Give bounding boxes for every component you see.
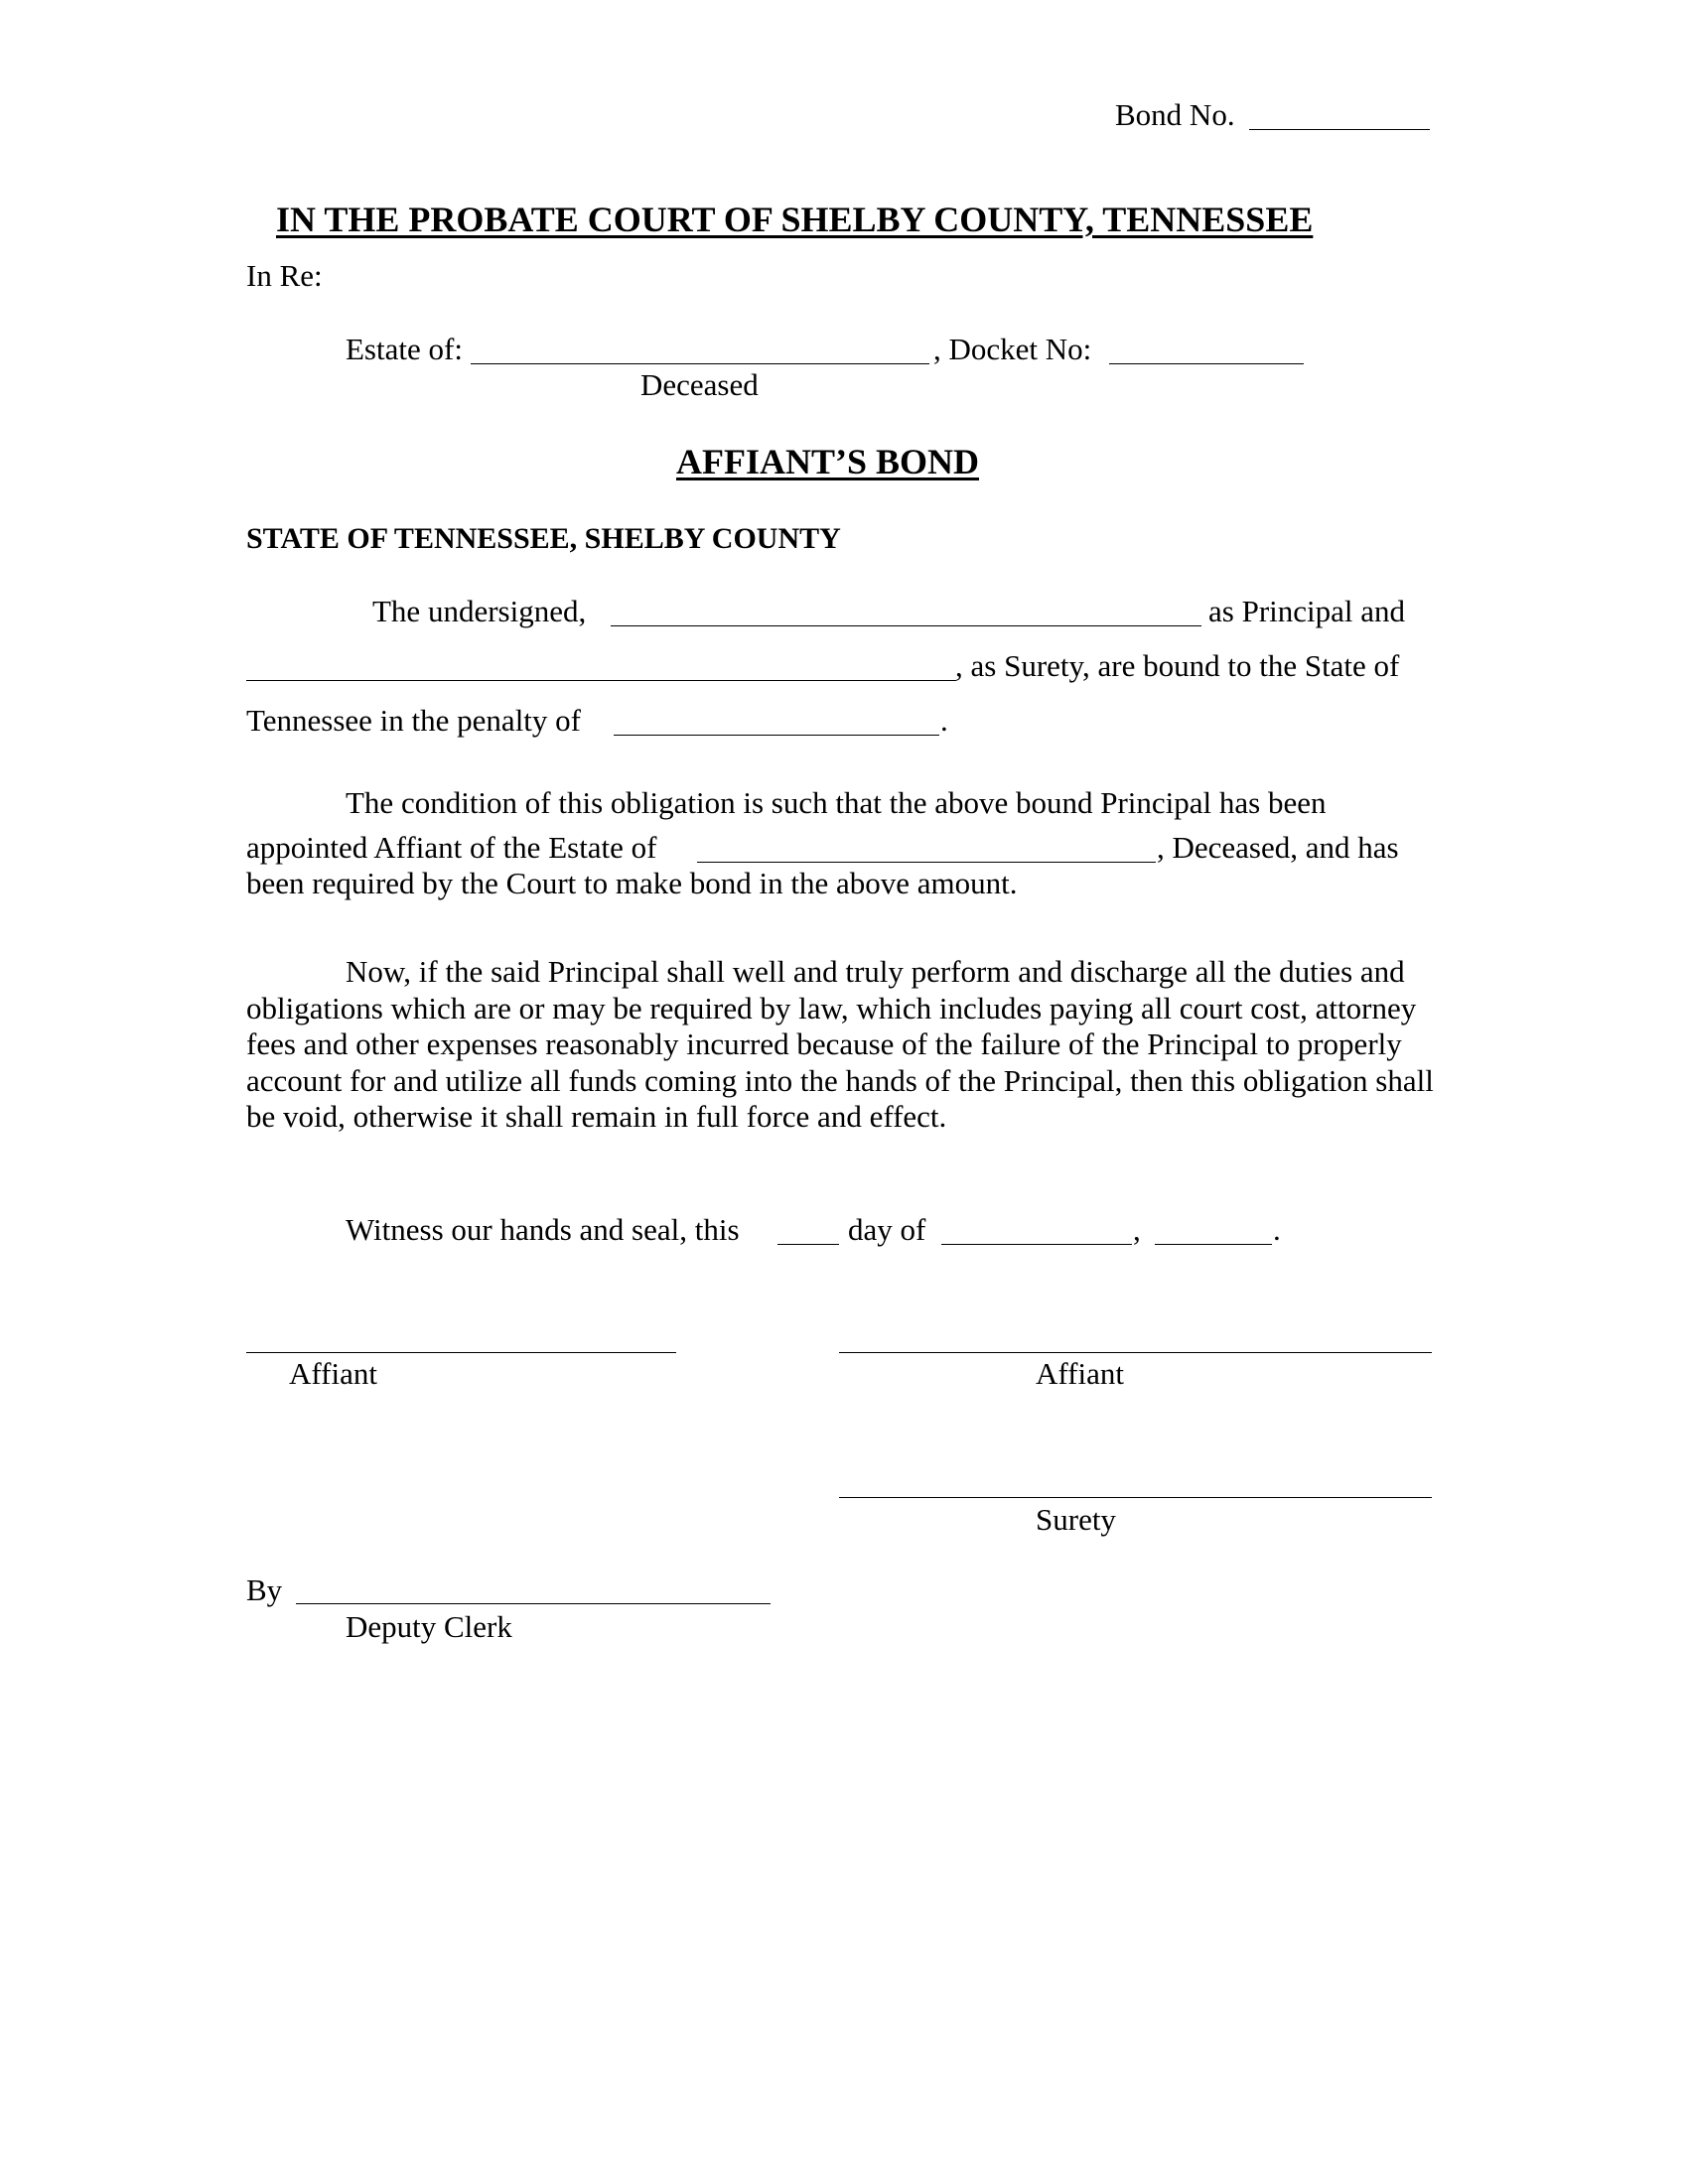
estate-of-field[interactable]: [697, 862, 1156, 863]
estate-name-field[interactable]: [471, 363, 929, 364]
surety-label: Surety: [1036, 1502, 1116, 1537]
witness-comma: ,: [1133, 1212, 1141, 1247]
witness-period: .: [1273, 1212, 1281, 1247]
penalty-period: .: [940, 703, 948, 738]
court-title: IN THE PROBATE COURT OF SHELBY COUNTY, TENNESSEE: [276, 200, 1314, 239]
affiant-right-signature-line[interactable]: [839, 1352, 1432, 1353]
witness-month-field[interactable]: [941, 1244, 1132, 1245]
in-re-label: In Re:: [246, 258, 323, 293]
bond-no-field[interactable]: [1249, 129, 1430, 130]
deceased-and-has-label: , Deceased, and has: [1157, 830, 1399, 865]
by-label: By: [246, 1572, 283, 1607]
deputy-clerk-label: Deputy Clerk: [346, 1609, 512, 1644]
affiant-left-label: Affiant: [289, 1356, 377, 1391]
day-of-label: day of: [848, 1212, 926, 1247]
appointed-label: appointed Affiant of the Estate of: [246, 830, 657, 865]
deceased-label: Deceased: [640, 367, 759, 402]
condition-line-3: been required by the Court to make bond in the above amount.: [246, 866, 1018, 900]
condition-line-1: The condition of this obligation is such that the above bound Principal has been: [346, 785, 1327, 820]
witness-year-field[interactable]: [1155, 1244, 1272, 1245]
principal-name-field[interactable]: [611, 625, 1201, 626]
surety-name-field[interactable]: [246, 680, 956, 681]
bond-no-label: Bond No.: [1115, 97, 1235, 132]
bond-title: AFFIANT’S BOND: [676, 442, 980, 481]
deputy-clerk-signature-line[interactable]: [296, 1603, 771, 1604]
penalty-amount-field[interactable]: [614, 735, 939, 736]
as-surety-label: , as Surety, are bound to the State of: [955, 648, 1400, 683]
docket-label: , Docket No:: [933, 332, 1092, 366]
state-county-heading: STATE OF TENNESSEE, SHELBY COUNTY: [246, 522, 841, 555]
witness-day-field[interactable]: [777, 1244, 839, 1245]
docket-no-field[interactable]: [1109, 363, 1304, 364]
as-principal-and-label: as Principal and: [1208, 594, 1406, 628]
witness-label: Witness our hands and seal, this: [346, 1212, 740, 1247]
affiant-right-label: Affiant: [1036, 1356, 1124, 1391]
obligation-paragraph: Now, if the said Principal shall well and truly perform and discharge all the duties and obligations which are or may be required by law, which includes paying all court cost, attorney fees and other expenses reasonably incurred because of the failure of the Principal to properly account for and utilize all funds coming into the hands of the Principal, then this obligation shall be void, otherwise it shall remain in full force and effect.: [246, 954, 1434, 1134]
estate-label: Estate of:: [346, 332, 463, 366]
surety-signature-line[interactable]: [839, 1497, 1432, 1498]
affiant-left-signature-line[interactable]: [246, 1352, 676, 1353]
undersigned-label: The undersigned,: [372, 594, 587, 628]
penalty-label: Tennessee in the penalty of: [246, 703, 581, 738]
